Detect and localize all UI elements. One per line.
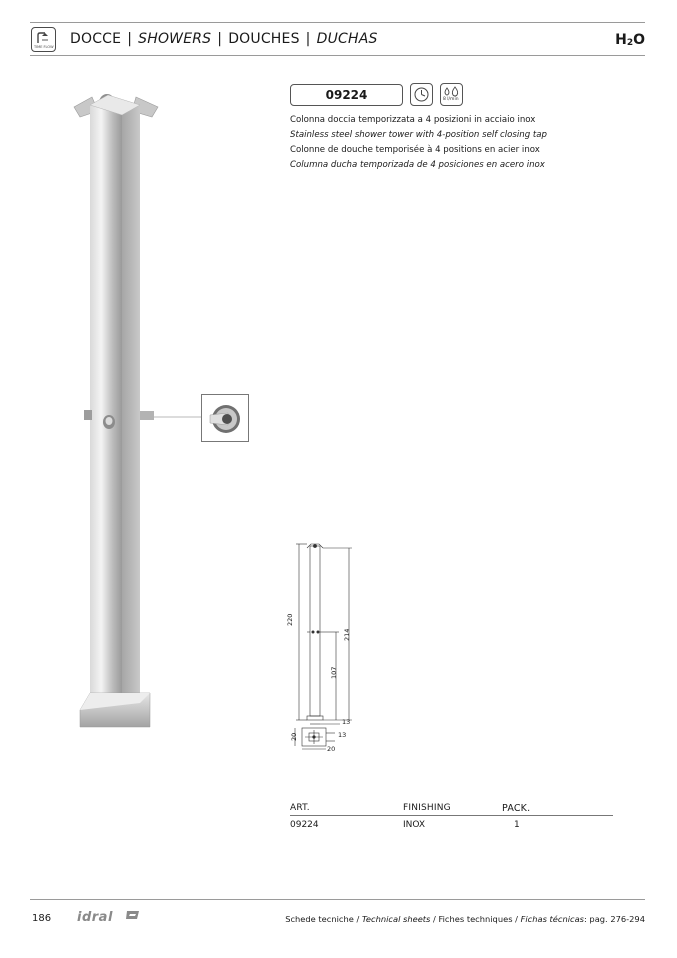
dim-base-depth: 20: [290, 732, 298, 741]
footer-rule: [30, 899, 645, 900]
shower-category-icon: [31, 27, 56, 52]
description-fr: Colonne de douche temporisée à 4 positions en acier inox: [290, 145, 540, 155]
technical-sheets-note: [285, 914, 645, 924]
title-es: DUCHAS: [316, 31, 378, 47]
note-es: Fichas técnicas: [520, 914, 584, 924]
note-pages: : pag. 276-294: [584, 914, 645, 924]
h2o-brand: [615, 32, 645, 48]
title-separator: |: [305, 31, 311, 47]
table-header-pack: PACK.: [502, 803, 531, 814]
table-rule: [290, 815, 613, 816]
table-header-finishing: FINISHING: [403, 803, 451, 813]
flow-rate-label: 8 l/min: [443, 97, 459, 102]
product-code: 09224: [290, 84, 403, 106]
description-it: Colonna doccia temporizzata a 4 posizioni in acciaio inox: [290, 115, 536, 125]
header-top-rule: [30, 22, 645, 23]
table-cell-finishing: INOX: [403, 820, 426, 830]
valve-detail-image: [201, 394, 249, 442]
timer-clock-icon: [410, 83, 433, 106]
dim-base-width: 20: [327, 745, 336, 753]
idral-logo-text: idral: [77, 910, 113, 925]
title-separator: |: [127, 31, 133, 47]
title-it: DOCCE: [70, 31, 122, 47]
note-en: Technical sheets: [361, 914, 431, 924]
table-header-art: ART.: [290, 803, 310, 813]
dim-section-width: 13: [338, 731, 347, 739]
description-es: Columna ducha temporizada de 4 posiciones en acero inox: [290, 160, 545, 170]
dim-body-height: 214: [343, 628, 351, 641]
table-cell-art: 09224: [290, 820, 319, 830]
title-separator: |: [217, 31, 223, 47]
description-en: Stainless steel shower tower with 4-position self closing tap: [290, 130, 547, 140]
title-fr: DOUCHES: [228, 31, 300, 47]
idral-logo: [77, 906, 113, 925]
technical-drawing: [285, 540, 365, 755]
water-flow-icon: [440, 83, 463, 106]
page-number: 186: [32, 913, 52, 924]
idral-logo-mark: [126, 909, 140, 920]
page-title: [70, 31, 378, 47]
header-bottom-rule: [30, 55, 645, 56]
brand-o: O: [633, 32, 645, 48]
note-it: Schede tecniche /: [285, 914, 362, 924]
note-fr: / Fiches techniques /: [430, 914, 521, 924]
category-icon-caption: TIME FLOW: [34, 45, 54, 49]
brand-h: H: [615, 32, 627, 48]
dim-valve-height: 107: [330, 666, 338, 679]
title-en: SHOWERS: [138, 31, 212, 47]
dim-column-width: 13: [342, 718, 351, 726]
brand-2: 2: [626, 38, 634, 48]
dim-total-height: 220: [286, 613, 294, 626]
table-cell-pack: 1: [514, 820, 520, 830]
